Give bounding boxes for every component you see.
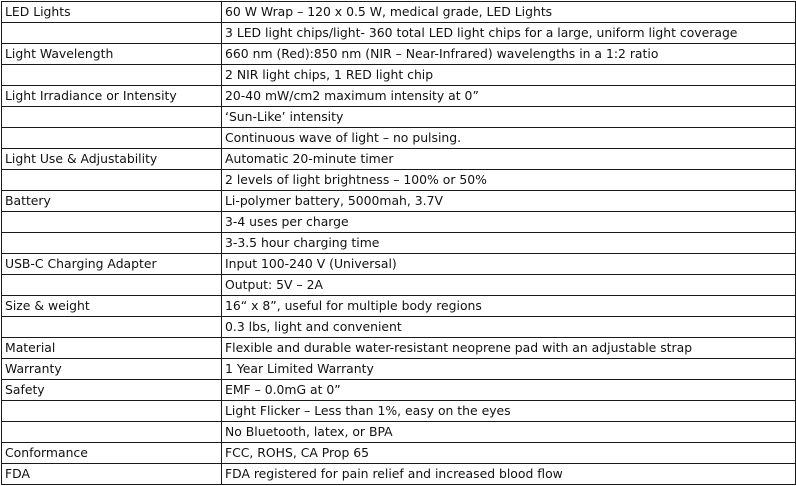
spec-row (2, 191, 796, 212)
spec-value: 60 W Wrap – 120 x 0.5 W, medical grade, LED Lights (222, 2, 796, 23)
spec-value: FDA registered for pain relief and increased blood flow (222, 464, 796, 485)
spec-value: 3-3.5 hour charging time (222, 233, 796, 254)
spec-row (2, 212, 796, 233)
spec-row (2, 2, 796, 23)
spec-row (2, 128, 796, 149)
spec-label (2, 317, 222, 338)
spec-row (2, 107, 796, 128)
spec-row (2, 380, 796, 401)
spec-label: Light Irradiance or Intensity (2, 86, 222, 107)
spec-label: Light Wavelength (2, 44, 222, 65)
spec-value: 2 NIR light chips, 1 RED light chip (222, 65, 796, 86)
spec-row (2, 23, 796, 44)
spec-row (2, 401, 796, 422)
spec-label (2, 128, 222, 149)
spec-value: 3-4 uses per charge (222, 212, 796, 233)
spec-row (2, 44, 796, 65)
spec-label (2, 401, 222, 422)
spec-row (2, 464, 796, 485)
spec-label: Warranty (2, 359, 222, 380)
spec-value: 2 levels of light brightness – 100% or 50% (222, 170, 796, 191)
spec-value: EMF – 0.0mG at 0” (222, 380, 796, 401)
spec-value: Continuous wave of light – no pulsing. (222, 128, 796, 149)
spec-row (2, 317, 796, 338)
spec-row (2, 65, 796, 86)
spec-label (2, 107, 222, 128)
spec-label: Conformance (2, 443, 222, 464)
spec-label (2, 23, 222, 44)
spec-value: No Bluetooth, latex, or BPA (222, 422, 796, 443)
spec-value: FCC, ROHS, CA Prop 65 (222, 443, 796, 464)
spec-table-body (2, 2, 796, 485)
spec-row (2, 86, 796, 107)
spec-value: Flexible and durable water-resistant neoprene pad with an adjustable strap (222, 338, 796, 359)
spec-row (2, 275, 796, 296)
spec-row (2, 443, 796, 464)
spec-value: 1 Year Limited Warranty (222, 359, 796, 380)
spec-label (2, 422, 222, 443)
spec-label (2, 275, 222, 296)
spec-label (2, 233, 222, 254)
spec-label: Battery (2, 191, 222, 212)
spec-row (2, 359, 796, 380)
spec-row (2, 296, 796, 317)
spec-value: 3 LED light chips/light- 360 total LED light chips for a large, uniform light coverage (222, 23, 796, 44)
spec-value: 0.3 lbs, light and convenient (222, 317, 796, 338)
spec-table (1, 1, 796, 485)
spec-row (2, 149, 796, 170)
spec-value: 660 nm (Red):850 nm (NIR – Near-Infrared) wavelengths in a 1:2 ratio (222, 44, 796, 65)
spec-label: FDA (2, 464, 222, 485)
spec-label: Light Use & Adjustability (2, 149, 222, 170)
spec-row (2, 422, 796, 443)
spec-row (2, 233, 796, 254)
spec-label (2, 65, 222, 86)
spec-label: Size & weight (2, 296, 222, 317)
spec-label: USB-C Charging Adapter (2, 254, 222, 275)
spec-row (2, 338, 796, 359)
spec-value: 16“ x 8”, useful for multiple body regions (222, 296, 796, 317)
spec-label: Safety (2, 380, 222, 401)
spec-label (2, 170, 222, 191)
spec-value: Automatic 20-minute timer (222, 149, 796, 170)
spec-label: LED Lights (2, 2, 222, 23)
spec-value: Light Flicker – Less than 1%, easy on the eyes (222, 401, 796, 422)
spec-value: 20-40 mW/cm2 maximum intensity at 0” (222, 86, 796, 107)
spec-row (2, 254, 796, 275)
spec-value: Li-polymer battery, 5000mah, 3.7V (222, 191, 796, 212)
spec-value: ‘Sun-Like’ intensity (222, 107, 796, 128)
spec-value: Output: 5V – 2A (222, 275, 796, 296)
spec-label: Material (2, 338, 222, 359)
spec-value: Input 100-240 V (Universal) (222, 254, 796, 275)
spec-label (2, 212, 222, 233)
spec-row (2, 170, 796, 191)
